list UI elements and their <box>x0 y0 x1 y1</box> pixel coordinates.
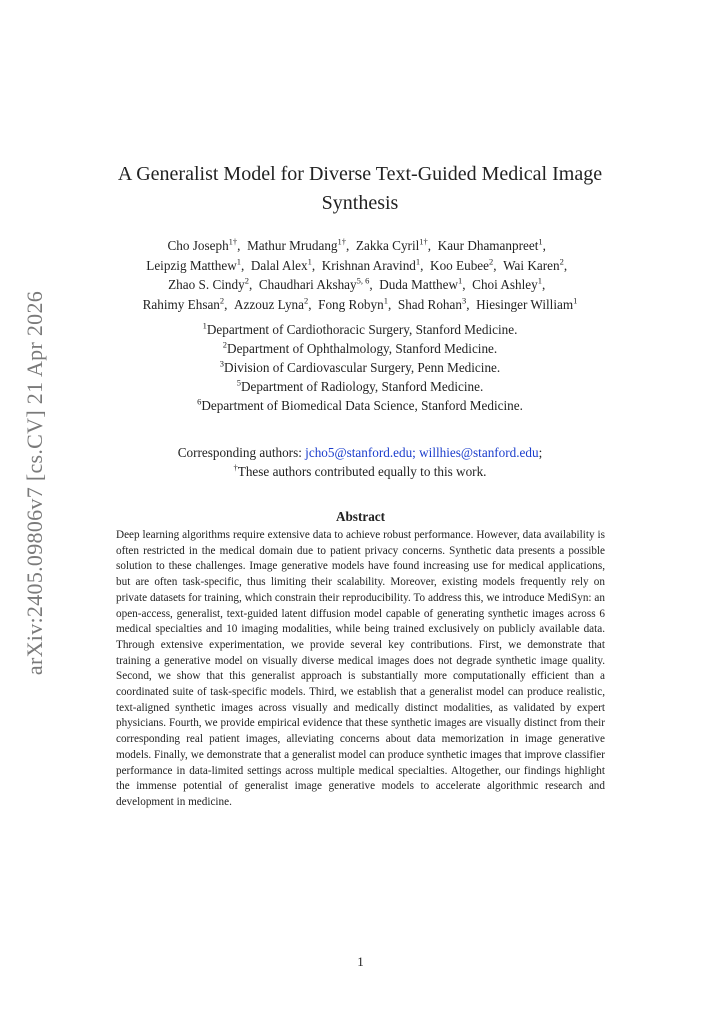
author-affiliation-mark: 1 <box>458 275 463 286</box>
author-name: Rahimy Ehsan <box>142 296 220 312</box>
affiliation-mark: 5 <box>236 377 241 388</box>
affiliation-text: Department of Radiology, Stanford Medicine. <box>240 379 484 394</box>
affiliation-line <box>100 396 620 415</box>
affiliation-mark: 6 <box>197 396 202 407</box>
affiliation-line <box>100 320 620 339</box>
affiliation-list <box>100 320 620 415</box>
author-name: Leipzig Matthew <box>146 257 237 273</box>
email-link-2[interactable]: willhies@stanford.edu <box>419 445 539 460</box>
author-affiliation-mark: 2 <box>559 256 564 267</box>
author-affiliation-mark: 1 <box>573 295 578 306</box>
author-line: Leipzig Matthew$^1$, Dalal Alex$^1$, Krishnan Aravind$^1$, Koo Eubee$^2$, Wai Karen$^2$, <box>146 256 574 273</box>
author-name: Zakka Cyril <box>355 238 420 253</box>
affiliation-line <box>100 358 620 377</box>
author-line: Zhao S. Cindy$^2$, Chaudhari Akshay$^{5, 6}$, Duda Matthew$^1$, Choi Ashley$^1$, <box>168 275 552 292</box>
affiliation-text: Division of Cardiovascular Surgery, Penn Medicine. <box>224 360 501 375</box>
author-affiliation-mark: 2 <box>219 295 225 306</box>
paper-title: A Generalist Model for Diverse Text-Guided Medical Image Synthesis <box>117 163 603 214</box>
affiliation-line <box>100 339 620 358</box>
affiliation-text: Department of Ophthalmology, Stanford Medicine. <box>227 341 498 356</box>
author-name: Mathur Mrudang <box>247 238 338 253</box>
author-affiliation-mark: 2 <box>489 256 494 267</box>
author-affiliation-mark: 1 <box>383 295 388 306</box>
author-affiliation-mark: 1† <box>228 236 238 247</box>
author-name: Duda Matthew <box>379 277 459 292</box>
affiliation-mark: 2 <box>222 339 228 350</box>
author-name: Kaur Dhamanpreet <box>437 238 539 253</box>
author-name: Zhao S. Cindy <box>168 277 245 292</box>
author-affiliation-mark: 2 <box>244 275 249 286</box>
affiliation-mark: 1 <box>202 320 207 331</box>
author-name: Choi Ashley <box>472 277 538 292</box>
affiliation-text: Department of Cardiothoracic Surgery, Stanford Medicine. <box>206 322 518 337</box>
author-name: Cho Joseph <box>167 238 229 253</box>
author-name: Dalal Alex <box>250 257 308 273</box>
author-affiliation-mark: 3 <box>461 295 467 306</box>
author-affiliation-mark: 1 <box>236 256 241 267</box>
email-link-1[interactable]: jcho5@stanford.edu <box>305 445 413 460</box>
author-name: Wai Karen <box>503 257 560 273</box>
corresponding-authors-line: Corresponding authors: jcho5@stanford.edu; willhies@stanford.edu; <box>177 445 543 460</box>
author-line: Rahimy Ehsan$^2$, Azzouz Lyna$^2$, Fong Robyn$^1$, Shad Rohan$^3$, Hiesinger William$^1$ <box>142 295 578 312</box>
affiliation-line <box>100 377 620 396</box>
author-affiliation-mark: 1 <box>537 275 542 286</box>
author-list <box>80 236 640 314</box>
arxiv-watermark <box>20 290 50 676</box>
author-name: Hiesinger William <box>476 296 574 312</box>
corresponding-block <box>100 443 620 481</box>
abstract-body: Deep learning algorithms require extensive data to achieve robust performance. However, data availability is often restricted in the medical domain due to patient privacy concerns. Synthetic data presents a possible solution to these challenges. Image generative models have found increasing use for medical applications, but are often task-specific, thus limiting their scalability. Moreover, existing models frequently rely on private datasets for training, which constrain their reproducibility. To address this, we introduce MediSyn: an open-access, generalist, text-guided latent diffusion model capable of generating synthetic images across 6 medical specialties and 10 imaging modalities, while being trained exclusively on publicly available data. Through extensive experimentation, we provide several key contributions. First, we demonstrate that training a generative model on visually diverse medical images does not degrade synthetic image quality. Second, we show that this generalist approach is substantially more computationally efficient than a coordinated suite of task-specific models. Third, we establish that a generalist model can produce realistic, text-aligned synthetic images across visually and medically distinct modalities, as validated by expert physicians. Fourth, we provide empirical evidence that these synthetic images are visually distinct from their corresponding real patient images, alleviating concerns about data memorization in image generative models. Finally, we demonstrate that a generalist model can produce synthetic images that improve classifier performance in data-limited settings across multiple medical specialties. Altogether, our findings highlight the immense potential of generalist image generative models to accelerate algorithmic research and development in medicine. <box>116 529 605 808</box>
equal-contribution-note: †These authors contributed equally to this work. <box>233 462 487 479</box>
author-name: Chaudhari Akshay <box>258 277 357 292</box>
author-affiliation-mark: 1† <box>419 236 428 247</box>
page-number: 1 <box>357 954 364 969</box>
author-affiliation-mark: 1 <box>538 236 543 247</box>
author-name: Fong Robyn <box>318 296 384 312</box>
author-affiliation-mark: 2 <box>303 295 309 306</box>
author-affiliation-mark: 1 <box>307 256 312 267</box>
author-line: Cho Joseph$^{1\dagger}$, Mathur Mrudang$^{1\dagger}$, Zakka Cyril$^{1\dagger}$, Kaur Dhamanpreet$^1$, <box>167 236 553 253</box>
affiliation-text: Department of Biomedical Data Science, Stanford Medicine. <box>201 398 523 413</box>
author-name: Azzouz Lyna <box>234 296 304 312</box>
author-name: Krishnan Aravind <box>321 257 416 273</box>
author-name: Shad Rohan <box>397 296 462 312</box>
arxiv-id: arXiv:2405.09806v7 [cs.CV] 21 Apr 2026 <box>22 290 47 676</box>
author-affiliation-mark: 1 <box>415 256 421 267</box>
author-name: Koo Eubee <box>430 257 490 273</box>
abstract-heading: Abstract <box>335 509 386 524</box>
author-affiliation-mark: 1† <box>337 236 347 247</box>
author-affiliation-mark: 5, 6 <box>356 275 370 286</box>
affiliation-mark: 3 <box>219 358 225 369</box>
